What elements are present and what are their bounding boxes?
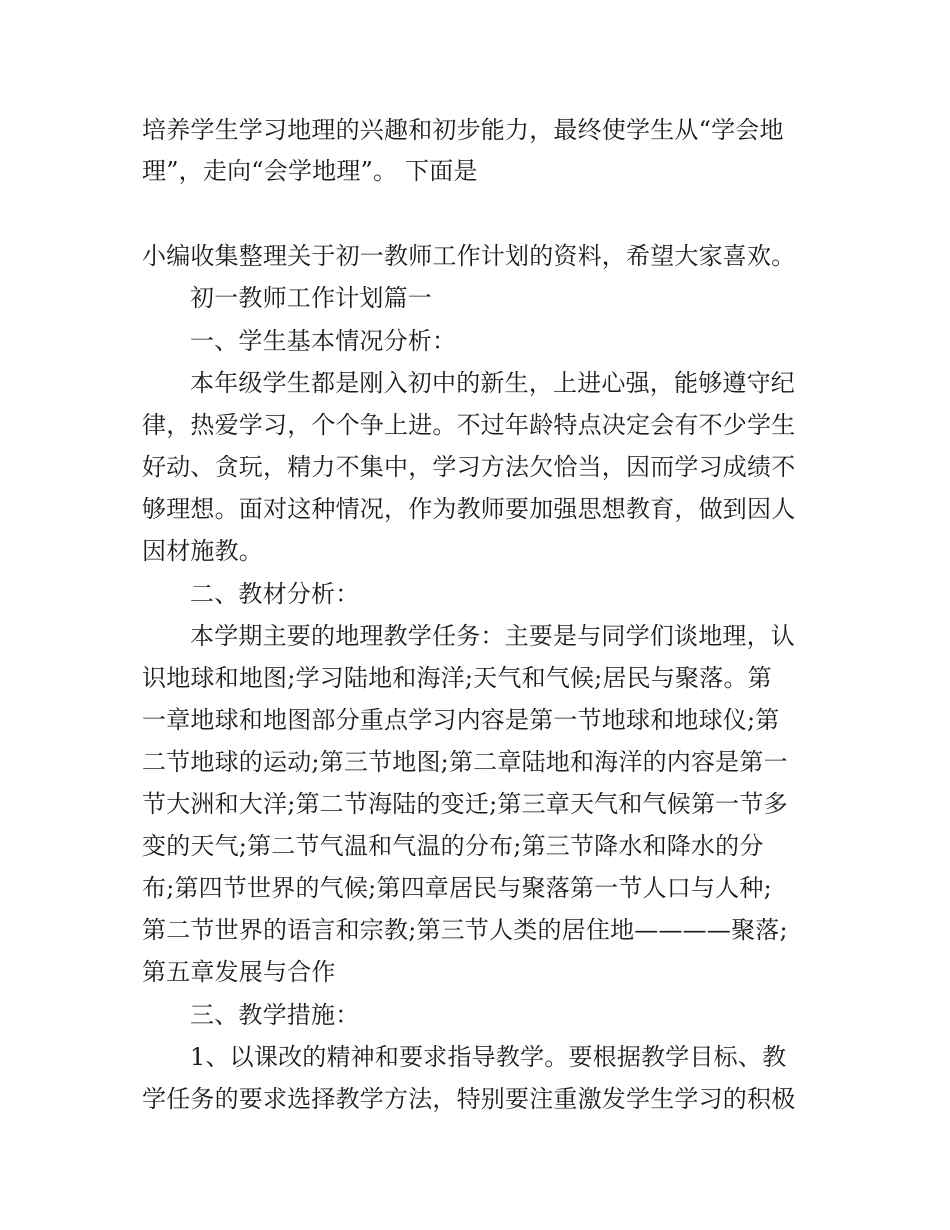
text-line: 1、以课改的精神和要求指导教学。要根据教学目标、教 [190,1043,787,1071]
text-line: 变的天气;第二节气温和气温的分布;第三节降水和降水的分 [142,832,764,860]
section-title: 初一教师工作计划篇一 [190,284,432,312]
text-line: 本年级学生都是刚入初中的新生，上进心强，能够遵守纪 [190,369,795,397]
section-heading: 二、教材分析： [190,580,360,608]
text-line: 够理想。面对这种情况，作为教师要加强思想教育，做到因人 [142,495,796,523]
text-line: 小编收集整理关于初一教师工作计划的资料，希望大家喜欢。 [142,242,796,270]
text-line: 节大洲和大洋;第二节海陆的变迁;第三章天气和气候第一节多 [142,790,788,818]
text-line: 第五章发展与合作 [142,958,336,986]
text-line: 二节地球的运动;第三节地图;第二章陆地和海洋的内容是第一 [142,748,788,776]
text-line: 培养学生学习地理的兴趣和初步能力，最终使学生从“学会地 [142,116,784,144]
text-line: 一章地球和地图部分重点学习内容是第一节地球和地球仪;第 [142,706,780,734]
section-heading: 一、学生基本情况分析： [190,327,457,355]
text-line: 律，热爱学习，个个争上进。不过年龄特点决定会有不少学生 [142,411,796,439]
text-line: 学任务的要求选择教学方法，特别要注重激发学生学习的积极 [142,1085,796,1113]
section-heading: 三、教学措施： [190,1001,360,1029]
text-line: 因材施教。 [142,537,263,565]
text-line: 布;第四节世界的气候;第四章居民与聚落第一节人口与人种; [142,874,772,902]
text-line: 好动、贪玩，精力不集中，学习方法欠恰当，因而学习成绩不 [142,453,796,481]
text-line: 理”，走向“会学地理”。 下面是 [142,157,478,185]
text-line: 本学期主要的地理教学任务：主要是与同学们谈地理，认 [190,622,795,650]
text-line: 识地球和地图;学习陆地和海洋;天气和气候;居民与聚落。第 [142,664,772,692]
text-line: 第二节世界的语言和宗教;第三节人类的居住地————聚落; [142,916,788,944]
